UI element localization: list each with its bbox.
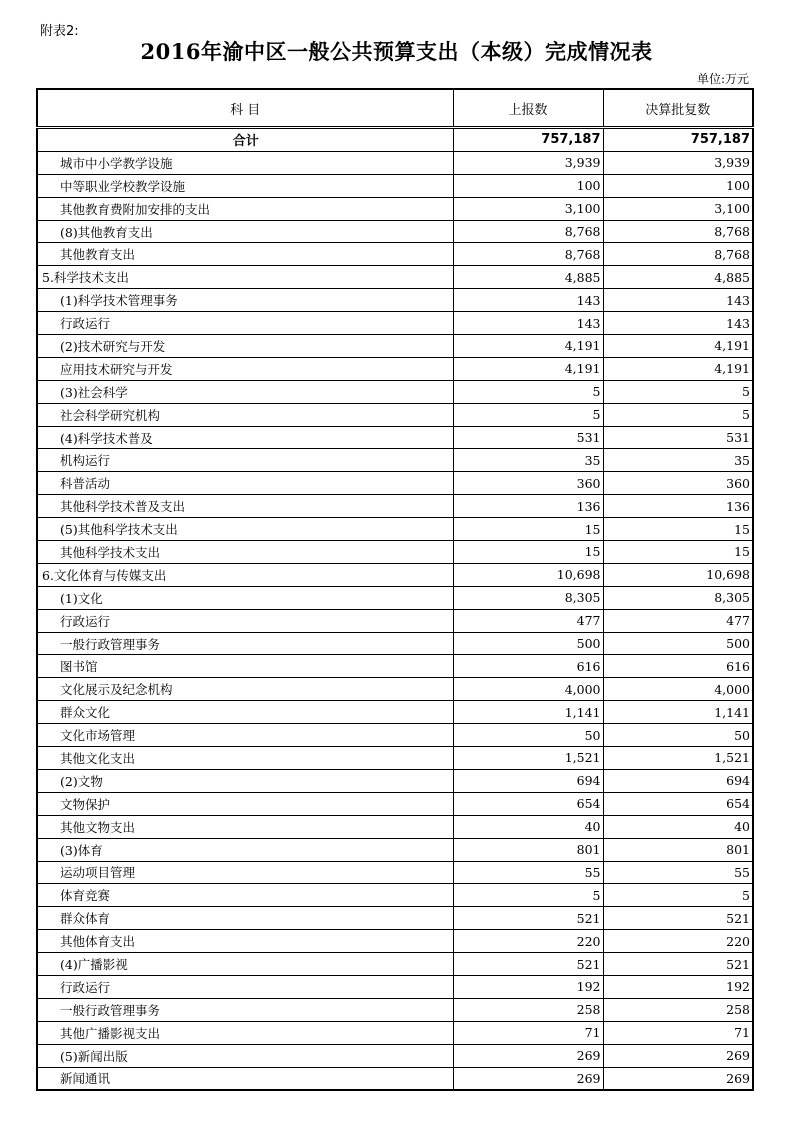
table-row bbox=[37, 907, 753, 930]
table-row bbox=[37, 586, 753, 609]
table-row bbox=[37, 541, 753, 564]
row-subject: 应用技术研究与开发 bbox=[37, 357, 453, 380]
row-approved: 55 bbox=[603, 861, 753, 884]
row-subject: (2)技术研究与开发 bbox=[37, 335, 453, 358]
row-subject: 其他文化支出 bbox=[37, 747, 453, 770]
row-subject: 机构运行 bbox=[37, 449, 453, 472]
table-row bbox=[37, 632, 753, 655]
row-reported: 8,768 bbox=[453, 220, 603, 243]
annex-label: 附表2: bbox=[40, 24, 79, 39]
row-reported: 143 bbox=[453, 289, 603, 312]
row-approved: 15 bbox=[603, 541, 753, 564]
row-approved: 694 bbox=[603, 769, 753, 792]
table-row bbox=[37, 495, 753, 518]
row-reported: 143 bbox=[453, 312, 603, 335]
row-reported: 192 bbox=[453, 975, 603, 998]
table-row bbox=[37, 815, 753, 838]
row-approved: 136 bbox=[603, 495, 753, 518]
row-reported: 616 bbox=[453, 655, 603, 678]
row-reported: 35 bbox=[453, 449, 603, 472]
table-row bbox=[37, 747, 753, 770]
table-row bbox=[37, 151, 753, 174]
table-row bbox=[37, 1044, 753, 1067]
row-approved: 654 bbox=[603, 792, 753, 815]
row-subject: 城市中小学教学设施 bbox=[37, 151, 453, 174]
row-reported: 5 bbox=[453, 380, 603, 403]
row-subject: 6.文化体育与传媒支出 bbox=[37, 563, 453, 586]
table-row bbox=[37, 174, 753, 197]
row-reported: 3,100 bbox=[453, 197, 603, 220]
row-approved: 4,000 bbox=[603, 678, 753, 701]
row-approved: 71 bbox=[603, 1021, 753, 1044]
table-row bbox=[37, 220, 753, 243]
table-row bbox=[37, 380, 753, 403]
table-row bbox=[37, 357, 753, 380]
row-subject: (8)其他教育支出 bbox=[37, 220, 453, 243]
row-approved: 531 bbox=[603, 426, 753, 449]
row-reported: 10,698 bbox=[453, 563, 603, 586]
row-reported: 360 bbox=[453, 472, 603, 495]
row-approved: 521 bbox=[603, 953, 753, 976]
row-subject: (1)文化 bbox=[37, 586, 453, 609]
row-approved: 477 bbox=[603, 609, 753, 632]
row-approved: 4,191 bbox=[603, 335, 753, 358]
row-subject: 行政运行 bbox=[37, 609, 453, 632]
table-row bbox=[37, 472, 753, 495]
row-reported: 55 bbox=[453, 861, 603, 884]
row-subject: (5)其他科学技术支出 bbox=[37, 518, 453, 541]
row-reported: 269 bbox=[453, 1067, 603, 1090]
table-row bbox=[37, 335, 753, 358]
row-approved: 8,768 bbox=[603, 243, 753, 266]
row-subject: 文物保护 bbox=[37, 792, 453, 815]
row-approved: 801 bbox=[603, 838, 753, 861]
row-reported: 8,305 bbox=[453, 586, 603, 609]
row-approved: 220 bbox=[603, 930, 753, 953]
table-row bbox=[37, 266, 753, 289]
table-row bbox=[37, 312, 753, 335]
row-reported: 4,191 bbox=[453, 357, 603, 380]
row-approved: 143 bbox=[603, 312, 753, 335]
row-subject: 其他教育费附加安排的支出 bbox=[37, 197, 453, 220]
table-row bbox=[37, 998, 753, 1021]
row-approved: 35 bbox=[603, 449, 753, 472]
table-row bbox=[37, 243, 753, 266]
table-row bbox=[37, 449, 753, 472]
header-approved: 决算批复数 bbox=[603, 89, 753, 128]
row-approved: 8,305 bbox=[603, 586, 753, 609]
table-row bbox=[37, 289, 753, 312]
row-approved: 1,521 bbox=[603, 747, 753, 770]
row-subject: 其他文物支出 bbox=[37, 815, 453, 838]
row-reported: 5 bbox=[453, 403, 603, 426]
table-row bbox=[37, 861, 753, 884]
row-subject: 其他科学技术普及支出 bbox=[37, 495, 453, 518]
row-subject: 行政运行 bbox=[37, 312, 453, 335]
table-row bbox=[37, 518, 753, 541]
row-subject: 行政运行 bbox=[37, 975, 453, 998]
row-approved: 3,100 bbox=[603, 197, 753, 220]
row-approved: 500 bbox=[603, 632, 753, 655]
row-reported: 4,191 bbox=[453, 335, 603, 358]
table-row bbox=[37, 975, 753, 998]
row-reported: 15 bbox=[453, 541, 603, 564]
row-reported: 136 bbox=[453, 495, 603, 518]
table-row bbox=[37, 403, 753, 426]
row-approved: 4,885 bbox=[603, 266, 753, 289]
row-reported: 521 bbox=[453, 907, 603, 930]
table-row bbox=[37, 724, 753, 747]
row-reported: 521 bbox=[453, 953, 603, 976]
row-reported: 4,885 bbox=[453, 266, 603, 289]
row-approved: 15 bbox=[603, 518, 753, 541]
row-subject: 5.科学技术支出 bbox=[37, 266, 453, 289]
row-subject: 社会科学研究机构 bbox=[37, 403, 453, 426]
row-reported: 258 bbox=[453, 998, 603, 1021]
row-approved: 10,698 bbox=[603, 563, 753, 586]
row-subject: 群众体育 bbox=[37, 907, 453, 930]
row-approved: 143 bbox=[603, 289, 753, 312]
row-subject: 一般行政管理事务 bbox=[37, 632, 453, 655]
row-approved: 1,141 bbox=[603, 701, 753, 724]
row-reported: 801 bbox=[453, 838, 603, 861]
row-subject: (1)科学技术管理事务 bbox=[37, 289, 453, 312]
table-row bbox=[37, 563, 753, 586]
row-approved: 40 bbox=[603, 815, 753, 838]
row-reported: 5 bbox=[453, 884, 603, 907]
table-row bbox=[37, 953, 753, 976]
total-label: 合计 bbox=[37, 128, 453, 152]
row-reported: 8,768 bbox=[453, 243, 603, 266]
row-subject: 群众文化 bbox=[37, 701, 453, 724]
row-subject: 其他科学技术支出 bbox=[37, 541, 453, 564]
row-reported: 4,000 bbox=[453, 678, 603, 701]
table-row bbox=[37, 1021, 753, 1044]
row-reported: 50 bbox=[453, 724, 603, 747]
row-reported: 40 bbox=[453, 815, 603, 838]
row-subject: 一般行政管理事务 bbox=[37, 998, 453, 1021]
page-title: 2016年渝中区一般公共预算支出（本级）完成情况表 bbox=[140, 39, 653, 64]
row-subject: (2)文物 bbox=[37, 769, 453, 792]
row-subject: (3)社会科学 bbox=[37, 380, 453, 403]
table-row bbox=[37, 701, 753, 724]
row-approved: 5 bbox=[603, 403, 753, 426]
row-subject: 图书馆 bbox=[37, 655, 453, 678]
row-reported: 100 bbox=[453, 174, 603, 197]
row-subject: 体育竞赛 bbox=[37, 884, 453, 907]
row-reported: 500 bbox=[453, 632, 603, 655]
row-reported: 71 bbox=[453, 1021, 603, 1044]
total-reported: 757,187 bbox=[453, 128, 603, 152]
row-reported: 654 bbox=[453, 792, 603, 815]
table-row bbox=[37, 769, 753, 792]
row-subject: 其他广播影视支出 bbox=[37, 1021, 453, 1044]
table-row bbox=[37, 930, 753, 953]
header-reported: 上报数 bbox=[453, 89, 603, 128]
table-header-row bbox=[37, 89, 753, 128]
total-row bbox=[37, 128, 753, 152]
table-row bbox=[37, 197, 753, 220]
row-subject: 文化展示及纪念机构 bbox=[37, 678, 453, 701]
row-approved: 192 bbox=[603, 975, 753, 998]
row-reported: 1,521 bbox=[453, 747, 603, 770]
row-reported: 477 bbox=[453, 609, 603, 632]
row-subject: 文化市场管理 bbox=[37, 724, 453, 747]
row-reported: 269 bbox=[453, 1044, 603, 1067]
row-subject: (5)新闻出版 bbox=[37, 1044, 453, 1067]
table-row bbox=[37, 678, 753, 701]
table-row bbox=[37, 655, 753, 678]
row-subject: (4)科学技术普及 bbox=[37, 426, 453, 449]
row-subject: 新闻通讯 bbox=[37, 1067, 453, 1090]
row-approved: 5 bbox=[603, 884, 753, 907]
row-subject: (3)体育 bbox=[37, 838, 453, 861]
row-reported: 3,939 bbox=[453, 151, 603, 174]
header-subject: 科 目 bbox=[37, 89, 453, 128]
total-approved: 757,187 bbox=[603, 128, 753, 152]
row-approved: 100 bbox=[603, 174, 753, 197]
table-row bbox=[37, 884, 753, 907]
row-approved: 3,939 bbox=[603, 151, 753, 174]
row-approved: 8,768 bbox=[603, 220, 753, 243]
row-reported: 1,141 bbox=[453, 701, 603, 724]
row-approved: 616 bbox=[603, 655, 753, 678]
row-approved: 521 bbox=[603, 907, 753, 930]
row-approved: 269 bbox=[603, 1044, 753, 1067]
table-row bbox=[37, 1067, 753, 1090]
row-subject: 其他教育支出 bbox=[37, 243, 453, 266]
row-subject: 中等职业学校教学设施 bbox=[37, 174, 453, 197]
row-approved: 269 bbox=[603, 1067, 753, 1090]
budget-table bbox=[36, 88, 754, 1091]
table-row bbox=[37, 792, 753, 815]
table-row bbox=[37, 609, 753, 632]
unit-label: 单位:万元 bbox=[696, 72, 749, 86]
row-approved: 4,191 bbox=[603, 357, 753, 380]
row-reported: 531 bbox=[453, 426, 603, 449]
row-subject: 科普活动 bbox=[37, 472, 453, 495]
row-approved: 258 bbox=[603, 998, 753, 1021]
row-subject: 其他体育支出 bbox=[37, 930, 453, 953]
row-reported: 694 bbox=[453, 769, 603, 792]
row-approved: 360 bbox=[603, 472, 753, 495]
row-reported: 15 bbox=[453, 518, 603, 541]
row-subject: 运动项目管理 bbox=[37, 861, 453, 884]
table-row bbox=[37, 838, 753, 861]
row-approved: 50 bbox=[603, 724, 753, 747]
table-row bbox=[37, 426, 753, 449]
row-approved: 5 bbox=[603, 380, 753, 403]
row-subject: (4)广播影视 bbox=[37, 953, 453, 976]
row-reported: 220 bbox=[453, 930, 603, 953]
